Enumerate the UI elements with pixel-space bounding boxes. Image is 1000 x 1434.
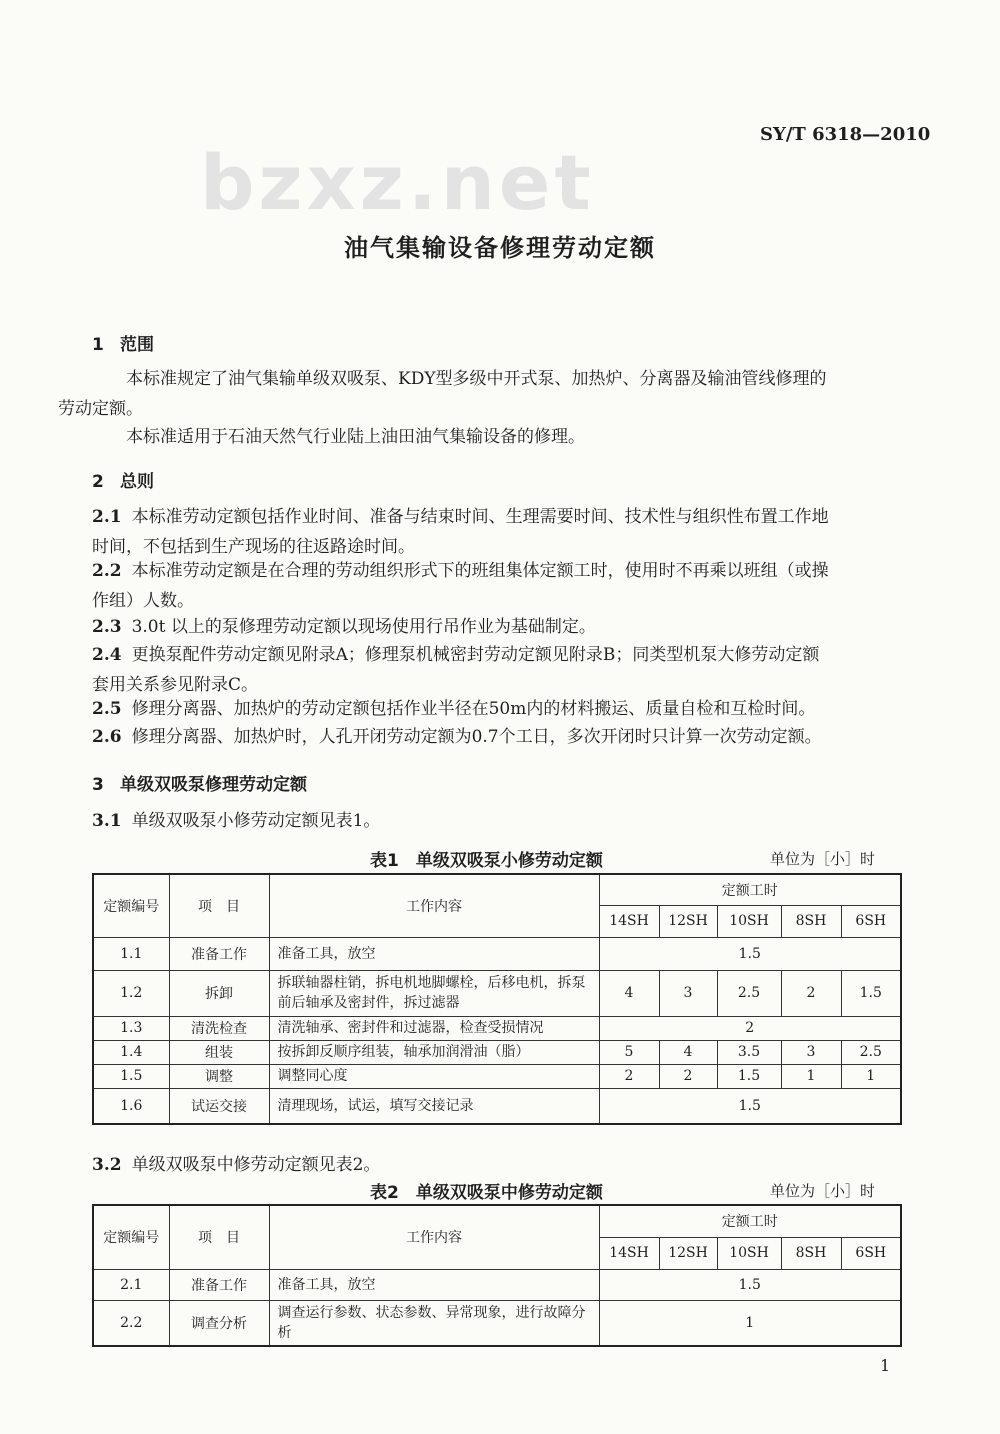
clause-line: 3.0t 以上的泵修理劳动定额以现场使用行吊作业为基础制定。 <box>131 617 596 637</box>
cell-quota: 2 <box>659 1064 717 1088</box>
cell-quota: 2.5 <box>717 970 781 1016</box>
paragraph-line: 劳动定额。 <box>58 399 143 419</box>
cell-quota: 1 <box>781 1064 841 1088</box>
table-1 <box>92 873 902 1125</box>
table-row <box>93 970 901 1016</box>
clause-number: 2.3 <box>92 617 122 637</box>
table-row <box>93 1064 901 1088</box>
header-quota: 定额工时 <box>599 1205 901 1237</box>
cell-code: 1.3 <box>93 1016 169 1040</box>
cell-quota: 1.5 <box>841 970 901 1016</box>
clause-line: 时间，不包括到生产现场的往返路途时间。 <box>92 537 415 557</box>
clause-line: 本标准劳动定额是在合理的劳动组织形式下的班组集体定额工时，使用时不再乘以班组（或操 <box>131 561 829 581</box>
clause-number: 3.2 <box>92 1155 122 1175</box>
cell-quota: 3 <box>659 970 717 1016</box>
cell-work: 按拆卸反顺序组装，轴承加润滑油（脂） <box>269 1040 599 1064</box>
header-code: 定额编号 <box>93 874 169 937</box>
clause-number: 3.1 <box>92 811 122 831</box>
cell-item: 准备工作 <box>169 1269 269 1300</box>
section-1-paragraph-1 <box>58 364 900 424</box>
header-item: 项 目 <box>169 1205 269 1269</box>
table-2 <box>92 1204 902 1347</box>
cell-code: 1.5 <box>93 1064 169 1088</box>
table-row <box>93 937 901 970</box>
header-model: 6SH <box>841 1237 901 1269</box>
cell-work: 调整同心度 <box>269 1064 599 1088</box>
clause-line: 作组）人数。 <box>92 591 194 611</box>
cell-item: 组装 <box>169 1040 269 1064</box>
cell-quota: 3 <box>781 1040 841 1064</box>
standard-number: SY/T 6318—2010 <box>760 124 931 145</box>
cell-item: 拆卸 <box>169 970 269 1016</box>
clause-line: 本标准劳动定额包括作业时间、准备与结束时间、生理需要时间、技术性与组织性布置工作地 <box>131 507 829 527</box>
cell-code: 1.4 <box>93 1040 169 1064</box>
cell-code: 1.6 <box>93 1088 169 1124</box>
cell-work: 清理现场，试运，填写交接记录 <box>269 1088 599 1124</box>
cell-quota: 1 <box>841 1064 901 1088</box>
cell-quota: 4 <box>599 970 659 1016</box>
header-model: 10SH <box>717 905 781 937</box>
clause-line: 修理分离器、加热炉的劳动定额包括作业半径在50m内的材料搬运、质量自检和互检时间。 <box>131 699 816 719</box>
cell-quota: 1.5 <box>599 1269 901 1300</box>
header-work: 工作内容 <box>269 874 599 937</box>
header-model: 14SH <box>599 1237 659 1269</box>
clause-number: 2.4 <box>92 645 122 665</box>
section-title: 总则 <box>120 472 154 492</box>
section-1-paragraph-2 <box>92 422 900 452</box>
header-model: 8SH <box>781 905 841 937</box>
table-row <box>93 1088 901 1124</box>
cell-work: 调查运行参数、状态参数、异常现象，进行故障分析 <box>269 1300 599 1346</box>
cell-work: 准备工具，放空 <box>269 937 599 970</box>
clause-3-1 <box>92 806 900 836</box>
section-1-heading <box>92 330 154 355</box>
table-1-unit: 单位为［小］时 <box>770 850 876 868</box>
cell-quota: 1.5 <box>717 1064 781 1088</box>
cell-code: 2.1 <box>93 1269 169 1300</box>
cell-quota: 5 <box>599 1040 659 1064</box>
clause-line: 套用关系参见附录C。 <box>92 675 259 695</box>
cell-quota: 4 <box>659 1040 717 1064</box>
cell-quota: 1.5 <box>599 937 901 970</box>
cell-code: 2.2 <box>93 1300 169 1346</box>
table-row <box>93 1300 901 1346</box>
cell-work: 清洗轴承、密封件和过滤器，检查受损情况 <box>269 1016 599 1040</box>
cell-code: 1.1 <box>93 937 169 970</box>
header-item: 项 目 <box>169 874 269 937</box>
cell-quota: 2 <box>599 1016 901 1040</box>
clause-line: 单级双吸泵中修劳动定额见表2。 <box>131 1155 381 1175</box>
section-2-heading <box>92 467 154 492</box>
cell-item: 调查分析 <box>169 1300 269 1346</box>
cell-work: 准备工具，放空 <box>269 1269 599 1300</box>
header-model: 8SH <box>781 1237 841 1269</box>
table-1-caption: 表1 单级双吸泵小修劳动定额 <box>370 851 603 871</box>
cell-item: 调整 <box>169 1064 269 1088</box>
table-row <box>93 1040 901 1064</box>
clause-number: 2.6 <box>92 727 122 747</box>
clause-line: 修理分离器、加热炉时，人孔开闭劳动定额为0.7个工日，多次开闭时只计算一次劳动定额。 <box>131 727 822 747</box>
cell-work: 拆联轴器柱销，拆电机地脚螺栓，后移电机，拆泵前后轴承及密封件，拆过滤器 <box>269 970 599 1016</box>
clause-2-1 <box>92 502 900 562</box>
paragraph-line: 本标准规定了油气集输单级双吸泵、KDY型多级中开式泵、加热炉、分离器及输油管线修理的 <box>126 369 827 389</box>
table-2-caption: 表2 单级双吸泵中修劳动定额 <box>370 1183 603 1203</box>
cell-item: 准备工作 <box>169 937 269 970</box>
cell-quota: 2 <box>781 970 841 1016</box>
cell-code: 1.2 <box>93 970 169 1016</box>
clause-2-5 <box>92 694 900 724</box>
cell-quota: 1.5 <box>599 1088 901 1124</box>
clause-2-3 <box>92 612 900 642</box>
section-number: 1 <box>92 335 104 355</box>
clause-2-2 <box>92 556 900 616</box>
clause-3-2 <box>92 1150 900 1180</box>
clause-number: 2.2 <box>92 561 122 581</box>
page-number: 1 <box>880 1356 891 1375</box>
table-row <box>93 1269 901 1300</box>
clause-2-4 <box>92 640 900 700</box>
table-2-unit: 单位为［小］时 <box>770 1182 876 1200</box>
section-3-heading <box>92 770 307 795</box>
cell-item: 清洗检查 <box>169 1016 269 1040</box>
clause-line: 更换泵配件劳动定额见附录A；修理泵机械密封劳动定额见附录B；同类型机泵大修劳动定额 <box>131 645 820 665</box>
header-model: 6SH <box>841 905 901 937</box>
header-model: 10SH <box>717 1237 781 1269</box>
clause-2-6 <box>92 722 900 752</box>
header-quota: 定额工时 <box>599 874 901 905</box>
table-row <box>93 1016 901 1040</box>
clause-number: 2.1 <box>92 507 122 527</box>
document-title: 油气集输设备修理劳动定额 <box>344 234 656 262</box>
section-number: 2 <box>92 472 104 492</box>
header-model: 14SH <box>599 905 659 937</box>
header-code: 定额编号 <box>93 1205 169 1269</box>
cell-quota: 3.5 <box>717 1040 781 1064</box>
header-model: 12SH <box>659 1237 717 1269</box>
clause-line: 单级双吸泵小修劳动定额见表1。 <box>131 811 381 831</box>
clause-number: 2.5 <box>92 699 122 719</box>
header-model: 12SH <box>659 905 717 937</box>
section-number: 3 <box>92 775 104 795</box>
paragraph-line: 本标准适用于石油天然气行业陆上油田油气集输设备的修理。 <box>126 427 585 447</box>
watermark: bzxz.net <box>200 138 595 227</box>
cell-quota: 2 <box>599 1064 659 1088</box>
section-title: 单级双吸泵修理劳动定额 <box>120 775 307 795</box>
header-work: 工作内容 <box>269 1205 599 1269</box>
cell-item: 试运交接 <box>169 1088 269 1124</box>
section-title: 范围 <box>120 335 154 355</box>
cell-quota: 2.5 <box>841 1040 901 1064</box>
cell-quota: 1 <box>599 1300 901 1346</box>
